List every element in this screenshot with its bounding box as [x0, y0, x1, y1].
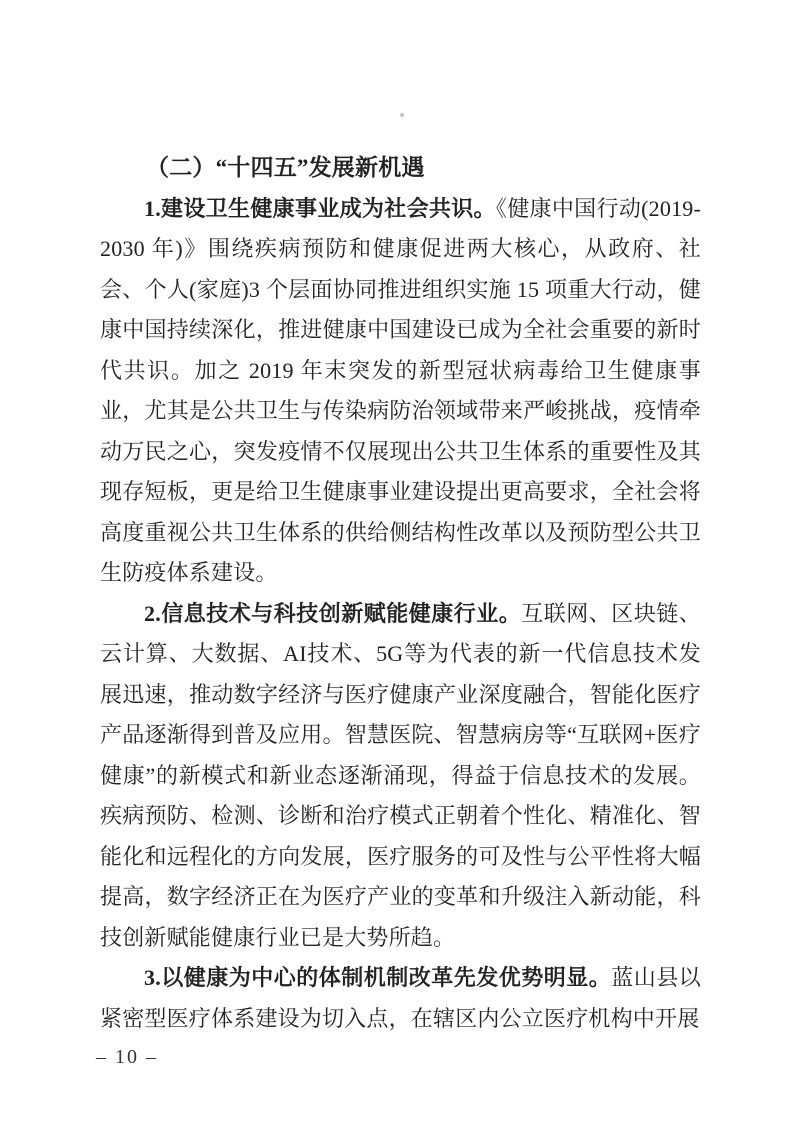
section-heading: （二）“十四五”发展新机遇 [146, 155, 425, 180]
paragraph-2 [100, 594, 701, 959]
scan-speck [400, 113, 404, 117]
paragraph-3 [100, 958, 701, 1039]
paragraph-1 [100, 189, 701, 594]
paragraph-2-lead: 2.信息技术与科技创新赋能健康行业。 [144, 600, 522, 626]
paragraph-2-body: 互联网、区块链、云计算、大数据、AI技术、5G等为代表的新一代信息技术发展迅速，推动数字经济与医疗健康产业深度融合，智能化医疗产品逐渐得到普及应用。智慧医院、智慧病房等“互联网+医疗健康”的新模式和新业态逐渐涌现，得益于信息技术的发展。疾病预防、检测、诊断和治疗模式正朝着个性化、精准化、智能化和远程化的方向发展，医疗服务的可及性与公平性将大幅提高，数字经济正在为医疗产业的变革和升级注入新动能，科技创新赋能健康行业已是大势所趋。 [100, 600, 701, 950]
paragraph-1-lead: 1.建设卫生健康事业成为社会共识。 [144, 195, 496, 221]
paragraph-3-lead: 3.以健康为中心的体制机制改革先发优势明显。 [144, 965, 612, 990]
document-content [100, 148, 701, 1039]
page-number: – 10 – [96, 1046, 158, 1068]
paragraph-3-body: 蓝山县以紧密型医疗体系建设为切入点，在辖区内公立医疗机构中开展 [100, 965, 701, 1031]
paragraph-1-body: 《健康中国行动(2019-2030 年)》围绕疾病预防和健康促进两大核心，从政府、社会、个人(家庭)3 个层面协同推进组织实施 15 项重大行动，健康中国持续深化，推进健康中国建设已成为全社会重要的新时代共识。加之 2019 年末突发的新型冠状病毒给卫生健康事业，尤其是公共卫生与传染病防治领域带来严峻挑战，疫情牵动万民之心，突发疫情不仅展现出公共卫生体系的重要性及其现存短板，更是给卫生健康事业建设提出更高要求，全社会将高度重视公共卫生体系的供给侧结构性改革以及预防型公共卫生防疫体系建设。 [100, 195, 701, 585]
